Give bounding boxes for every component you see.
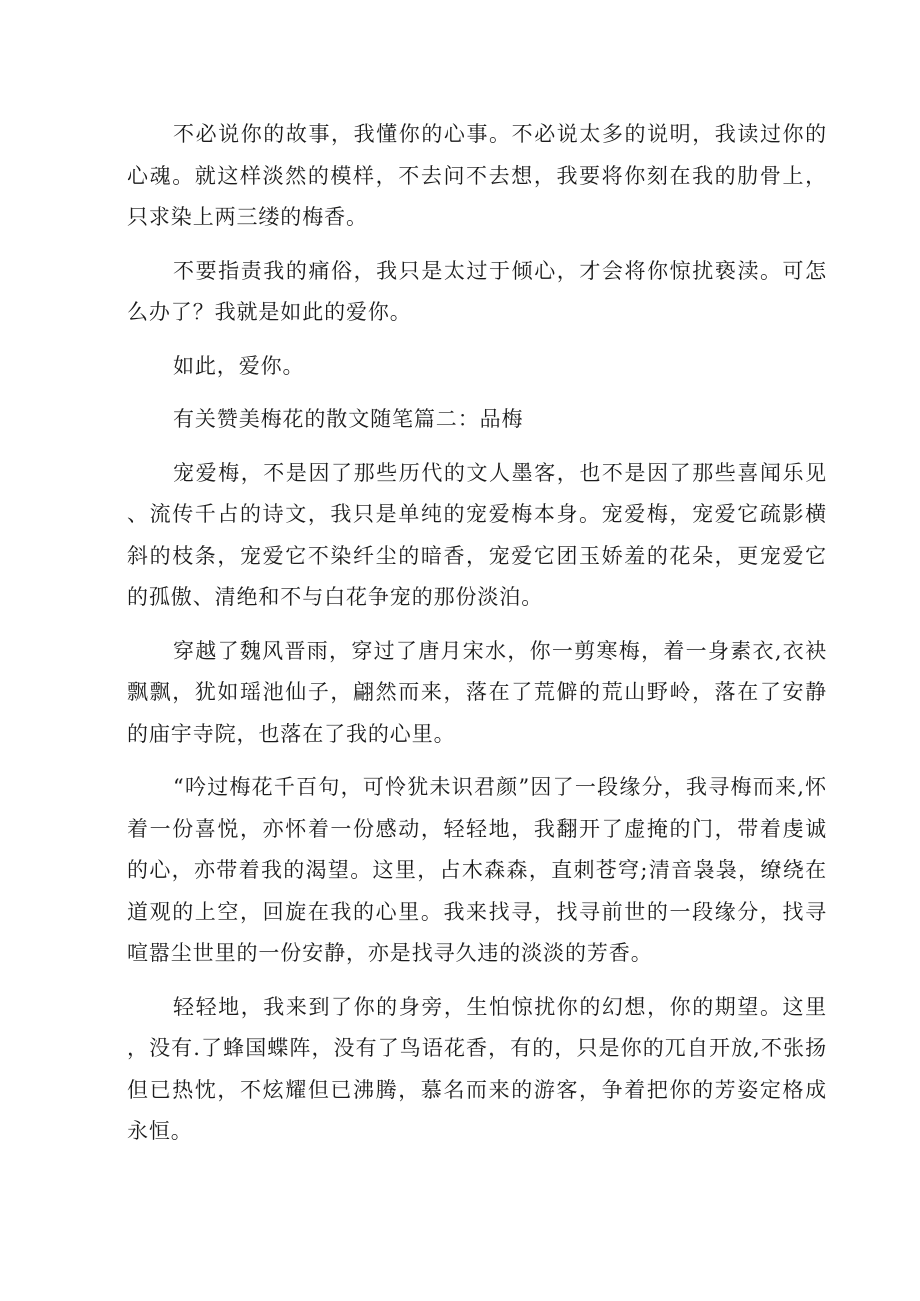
- paragraph-seeking-plum: “吟过梅花千百句，可怜犹未识君颜”因了一段缘分，我寻梅而来,怀着一份喜悦，亦怀着一份感动，轻轻地，我翻开了虚掩的门，带着虔诚的心，亦带着我的渴望。这里，占木森森，直刺苍穹;清音袅袅，缭绕在道观的上空，回旋在我的心里。我来找寻，找寻前世的一段缘分，找寻喧嚣尘世里的一份安静，亦是找寻久违的淡淡的芳香。: [127, 775, 827, 965]
- paragraph-favor-plum: 宠爱梅，不是因了那些历代的文人墨客，也不是因了那些喜闻乐见、流传千占的诗文，我只是单纯的宠爱梅本身。宠爱梅，宠爱它疏影横斜的枝条，宠爱它不染纤尘的暗香，宠爱它团玉娇羞的花朵，更宠爱它的孤傲、清绝和不与白花争宠的那份淡泊。: [127, 460, 827, 609]
- section-heading: 有关赞美梅花的散文随笔篇二：品梅: [173, 407, 524, 431]
- article-body: [127, 114, 827, 1153]
- paragraph-blame: 不要指责我的痛俗，我只是太过于倾心，才会将你惊扰亵渎。可怎么办了？我就是如此的爱你。: [127, 258, 827, 324]
- paragraph-intro: 不必说你的故事，我懂你的心事。不必说太多的说明，我读过你的心魂。就这样淡然的模样，不去问不去想，我要将你刻在我的肋骨上，只求染上两三缕的梅香。: [127, 122, 827, 229]
- paragraph-through-dynasties: 穿越了魏风晋雨，穿过了唐月宋水，你一剪寒梅，着一身素衣,衣袂飘飘，犹如瑶池仙子，翩然而来，落在了荒僻的荒山野岭，落在了安静的庙宇寺院，也落在了我的心里。: [127, 638, 827, 746]
- paragraph-gently-arrive: 轻轻地，我来到了你的身旁，生怕惊扰你的幻想，你的期望。这里，没有.了蜂国蝶阵，没有了鸟语花香，有的，只是你的兀自开放,不张扬但已热忱，不炫耀但已沸腾，慕名而来的游客，争着把你的芳姿定格成永恒。: [127, 994, 827, 1143]
- paragraph-love-you: 如此，爱你。: [173, 353, 305, 378]
